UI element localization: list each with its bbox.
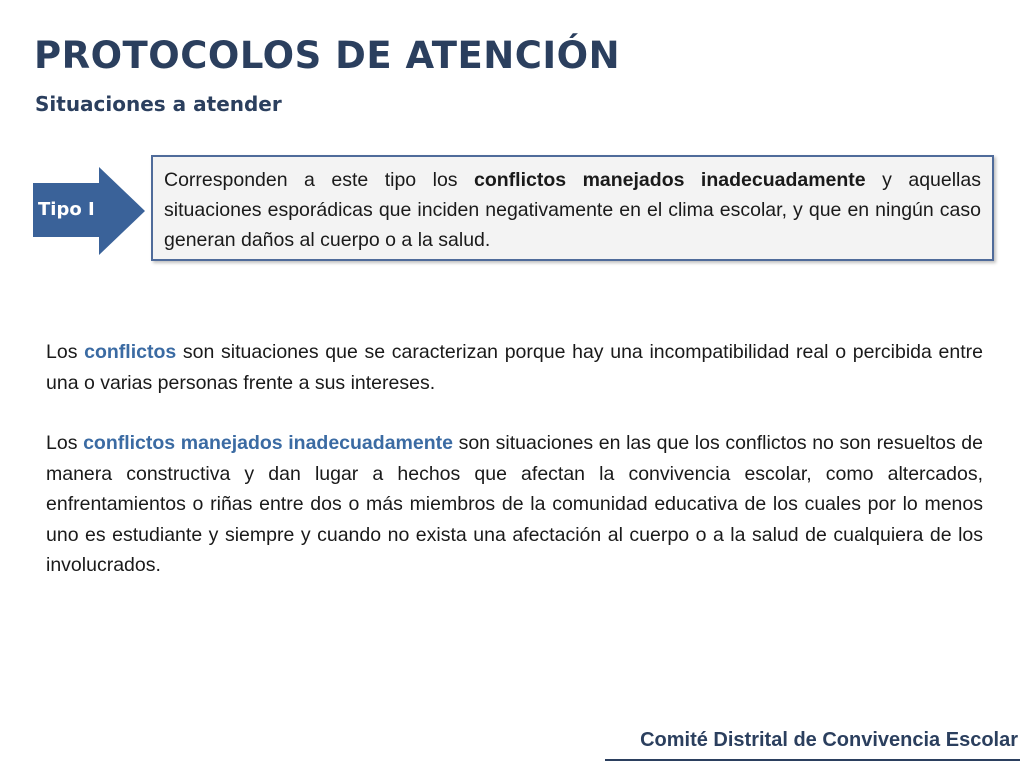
tipo-text-before: Corresponden a este tipo los (164, 169, 475, 191)
paragraph-2-highlight: conflictos manejados inadecuadamente (83, 432, 453, 454)
slide-subtitle: Situaciones a atender (35, 92, 282, 116)
tipo-text-after: y aquellas situaciones esporádicas que inciden negativamente en el clima escolar, y que en ningún caso generan daños al cuerpo o a la salud. (164, 169, 981, 251)
footer-committee-name: Comité Distrital de Convivencia Escolar (640, 729, 1018, 751)
paragraph-conflictos-manejados (46, 428, 983, 581)
tipo-label: Tipo I (38, 199, 95, 220)
paragraph-1-highlight: conflictos (84, 341, 177, 363)
footer-underline (605, 759, 1020, 761)
tipo-description (164, 165, 981, 255)
paragraph-1-after: son situaciones que se caracterizan porque hay una incompatibilidad real o percibida entre una o varias personas frente a sus intereses. (46, 341, 983, 394)
paragraph-2-after: son situaciones en las que los conflictos no son resueltos de manera constructiva y dan lugar a hechos que afectan la convivencia escolar, como altercados, enfrentamientos o riñas entre dos o más miembros de la comunidad educativa de los cuales por lo menos uno es estudiante y siempre y cuando no exista una afectación al cuerpo o a la salud de cualquiera de los involucrados. (46, 432, 983, 576)
tipo-description-box (151, 155, 994, 261)
slide-title: PROTOCOLOS DE ATENCIÓN (34, 34, 621, 77)
paragraph-2-before: Los (46, 432, 84, 454)
paragraph-conflictos (46, 337, 983, 398)
tipo-text-bold: conflictos manejados inadecuadamente (474, 169, 866, 191)
paragraph-1-before: Los (46, 341, 85, 363)
